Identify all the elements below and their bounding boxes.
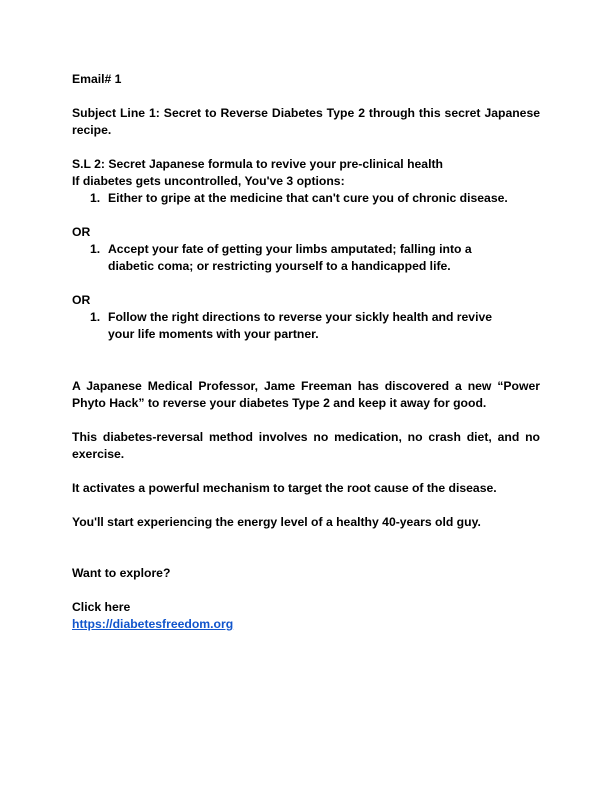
cta-link[interactable]: https://diabetesfreedom.org: [72, 617, 234, 631]
option-list-3: [72, 309, 540, 343]
list-number: 1.: [90, 191, 101, 205]
body-paragraph: A Japanese Medical Professor, Jame Freeman has discovered a new “Power Phyto Hack” to reverse your diabetes Type 2 and keep it away for good.: [72, 379, 540, 410]
option-list-2: [72, 241, 540, 275]
cta-link-line: [72, 616, 540, 633]
list-number: 1.: [90, 242, 101, 256]
list-text: Follow the right directions to reverse your sickly health and revive your life moments with your partner.: [108, 310, 493, 341]
list-item: [72, 190, 540, 207]
or-separator: OR: [72, 225, 91, 239]
cta-question: Want to explore?: [72, 566, 171, 580]
document-page: [72, 71, 540, 633]
list-item: [72, 241, 540, 275]
list-text: Accept your fate of getting your limbs amputated; falling into a diabetic coma; or restricting yourself to a handicapped life.: [108, 242, 472, 273]
list-number: 1.: [90, 310, 101, 324]
cta-label: Click here: [72, 600, 131, 614]
list-text: Either to gripe at the medicine that can't cure you of chronic disease.: [108, 191, 508, 205]
email-heading: Email# 1: [72, 72, 122, 86]
options-intro: If diabetes gets uncontrolled, You've 3 options:: [72, 174, 345, 188]
list-item: [72, 309, 540, 343]
or-separator: OR: [72, 293, 91, 307]
body-paragraph: It activates a powerful mechanism to target the root cause of the disease.: [72, 481, 497, 495]
subject-line-1: Subject Line 1: Secret to Reverse Diabetes Type 2 through this secret Japanese recipe.: [72, 106, 540, 137]
body-paragraph: This diabetes-reversal method involves no medication, no crash diet, and no exercise.: [72, 430, 540, 461]
body-paragraph: You'll start experiencing the energy level of a healthy 40-years old guy.: [72, 515, 481, 529]
subject-line-2: S.L 2: Secret Japanese formula to revive your pre-clinical health: [72, 157, 443, 171]
option-list-1: [72, 190, 540, 207]
